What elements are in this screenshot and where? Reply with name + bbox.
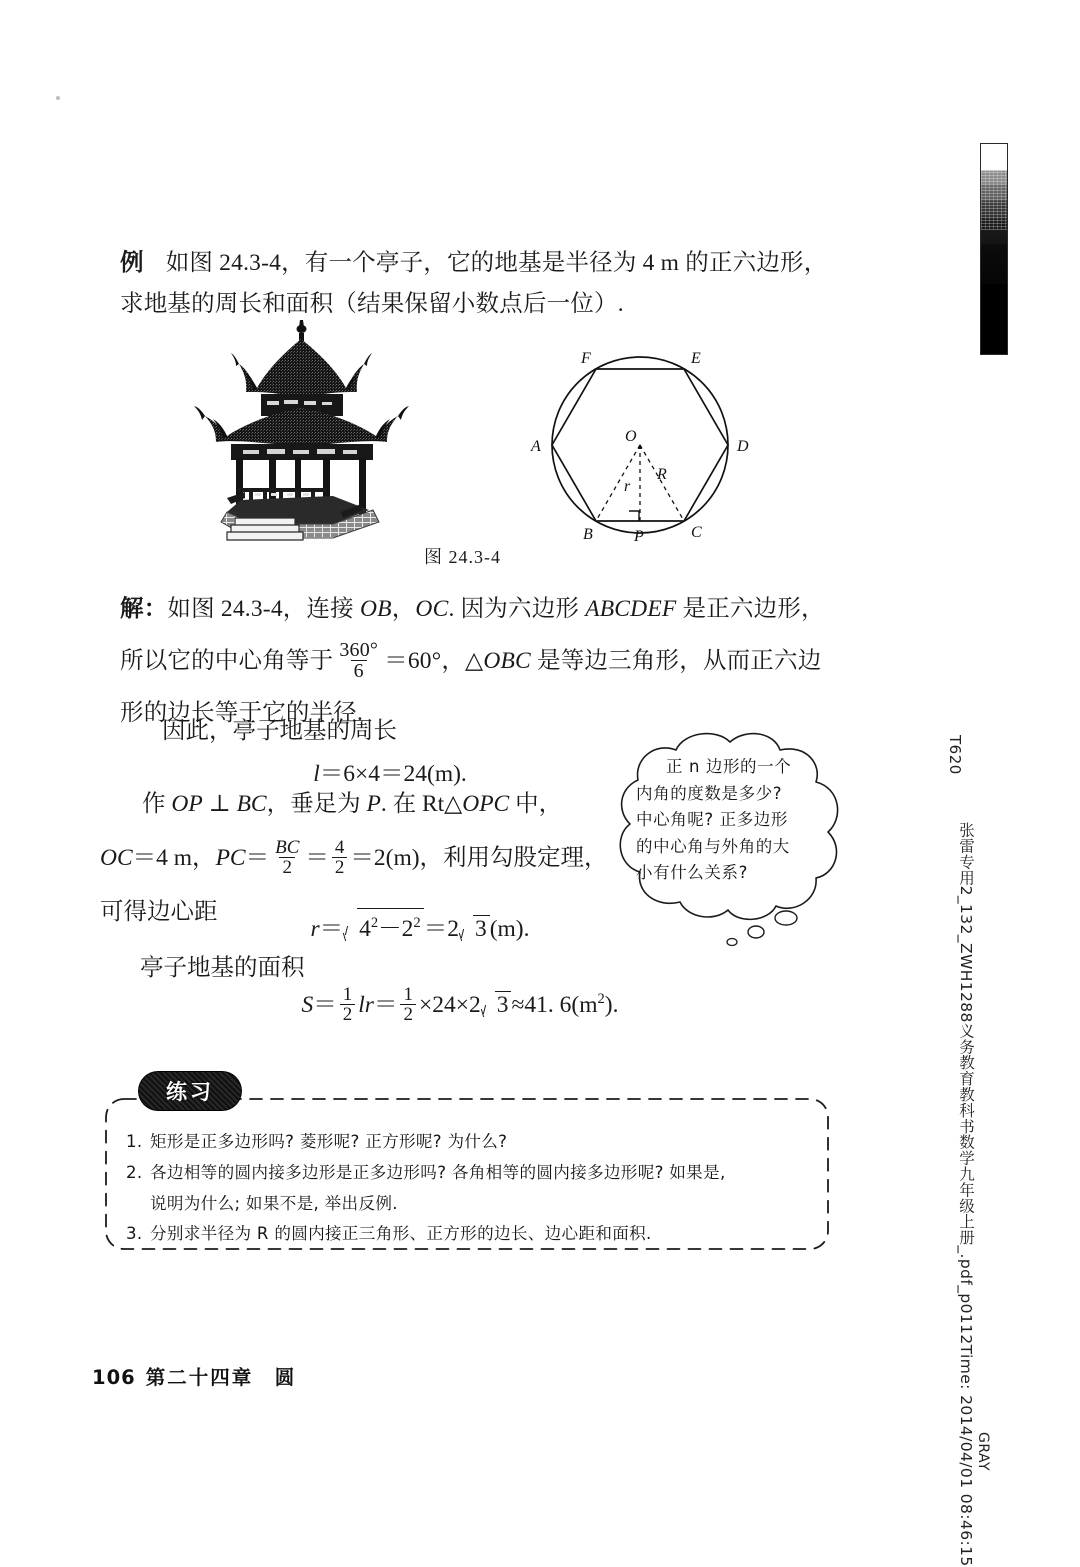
hex-label-R: R — [657, 466, 667, 483]
area-sqrt-three — [481, 991, 512, 1019]
area-result: ≈41. 6(m — [511, 992, 598, 1018]
area-half2-den: 2 — [400, 1004, 416, 1024]
hex-label-A: A — [531, 438, 541, 455]
thought-bubble-text — [636, 754, 826, 887]
op-line-1 — [100, 777, 610, 831]
page-number: 106 — [92, 1366, 136, 1389]
op-var-OPC: OPC — [462, 791, 510, 817]
pc-symbol: PC — [215, 845, 246, 871]
exercise-item — [126, 1219, 802, 1249]
perimeter-symbol: l — [313, 761, 320, 787]
oc-symbol: OC — [100, 845, 133, 871]
hexagon-in-circle-diagram — [505, 345, 775, 545]
r-result-b: (m). — [489, 916, 530, 942]
area-eq-1: ＝ — [313, 992, 337, 1018]
op-var-OP: OP — [171, 791, 203, 817]
pc-frac-den: 2 — [279, 857, 295, 877]
solution-text-a: 如图 24.3-4，连接 — [167, 596, 360, 622]
oc-value: ＝4 m， — [132, 845, 216, 871]
solution-eq-60: ＝60° — [384, 648, 442, 674]
plate-code-label: T620 — [946, 735, 964, 775]
radicand-sup-2: 2 — [413, 915, 421, 932]
op-perp-symbol: ⊥ — [202, 791, 237, 817]
sqrt-three-radicand: 3 — [473, 915, 490, 943]
area-unit-exponent: 2 — [597, 991, 605, 1008]
page-footer — [92, 1362, 296, 1390]
pc-result: ＝2(m)，利用勾股定理，可得边心距 — [100, 845, 608, 925]
solution-var-OC: OC — [415, 596, 449, 622]
bubble-line-2: 内角的度数是多少? — [636, 783, 783, 803]
chapter-title: 第二十四章 圆 — [145, 1366, 297, 1389]
thought-bubble — [604, 722, 856, 954]
area-equation — [200, 985, 720, 1026]
radicand-b: －2 — [378, 916, 414, 942]
pavilion-photo — [183, 312, 419, 544]
area-half-fraction-2 — [400, 985, 416, 1025]
perimeter-value: ＝6×4＝24(m). — [319, 761, 467, 787]
pc-frac2-den: 2 — [332, 857, 348, 877]
pc-eq-1: ＝ — [245, 845, 270, 871]
solution-text-e: ，△ — [441, 648, 484, 674]
exercise-number: 3. — [126, 1224, 143, 1243]
area-half-fraction-1 — [340, 985, 356, 1025]
exercise-item — [126, 1158, 802, 1188]
exercise-text: 各边相等的圆内接多边形是正多边形吗? 各角相等的圆内接多边形呢? 如果是, — [150, 1163, 726, 1182]
area-half-num: 1 — [342, 983, 353, 1005]
sqrt-radicand — [357, 908, 424, 943]
color-mode-label: GRAY — [975, 1432, 991, 1472]
area-lr-term: lr — [358, 992, 374, 1018]
area-eq-2: ＝ — [373, 992, 398, 1018]
hex-label-r: r — [624, 478, 631, 495]
r-result-a: ＝2 — [423, 916, 459, 942]
exercise-text: 分别求半径为 R 的圆内接正三角形、正方形的边长、边心距和面积. — [150, 1224, 652, 1243]
figure-caption: 图 24.3-4 — [424, 547, 501, 567]
pc-eq-2: ＝ — [305, 845, 329, 871]
r-symbol: r — [310, 916, 320, 942]
op-text-d: 中， — [509, 791, 563, 817]
apothem-equation — [200, 908, 640, 943]
bubble-line-1: 正 n 边形的一个 — [666, 757, 792, 776]
op-text-c: . 在 Rt△ — [380, 791, 463, 817]
pc-frac-num: BC — [275, 836, 300, 858]
hex-label-P: P — [634, 528, 644, 545]
hex-label-C: C — [691, 524, 702, 541]
example-text: 如图 24.3-4，有一个亭子，它的地基是半径为 4 m 的正六边形，求地基的周长和面积（结果保留小数点后一位）. — [120, 250, 828, 317]
fraction-denominator: 6 — [351, 660, 367, 681]
bubble-line-4: 的中心角与外角的大 — [636, 836, 790, 856]
scan-speck — [56, 96, 60, 100]
pc-fraction-bc-over-2 — [272, 838, 302, 878]
op-text-b: ，垂足为 — [266, 791, 367, 817]
hex-label-B: B — [583, 526, 593, 543]
sqrt-expression — [343, 908, 424, 943]
radicand-sup-1: 2 — [370, 915, 379, 932]
exercise-number: 1. — [126, 1132, 143, 1151]
solution-var-OBC: OBC — [483, 648, 531, 674]
area-symbol: S — [301, 992, 314, 1018]
calibration-speckle-band — [981, 170, 1007, 230]
solution-label: 解： — [120, 596, 168, 622]
area-half2-num: 1 — [403, 983, 413, 1005]
print-job-info: 张雷专用2_132_ZWH1288义务教育教科书数学九年级上册_.pdf_p0112Time: 2014/04/01 08:46:15 — [957, 822, 975, 1567]
solution-text-d: 是正六边形，所以它的中心角等于 — [120, 596, 825, 674]
bubble-line-5: 小有什么关系? — [636, 863, 748, 882]
solution-text-b: ， — [391, 596, 416, 622]
sqrt-three — [459, 915, 490, 943]
central-angle-fraction — [336, 640, 381, 682]
area-sqrt-radicand: 3 — [495, 991, 512, 1019]
solution-var-OB: OB — [359, 596, 392, 622]
r-eq-sign: ＝ — [319, 916, 344, 942]
exercise-item — [126, 1127, 802, 1157]
exercise-section — [100, 1080, 834, 1257]
exercise-text: 矩形是正多边形吗? 菱形呢? 正方形呢? 为什么? — [150, 1132, 508, 1151]
bubble-line-3: 中心角呢? 正多边形 — [636, 810, 789, 829]
perimeter-intro-text: 因此，亭子地基的周长 — [162, 718, 397, 744]
area-intro-text: 亭子地基的面积 — [140, 955, 305, 981]
exercise-text-continued: 说明为什么; 如果不是, 举出反例. — [150, 1194, 398, 1213]
perimeter-intro — [120, 709, 600, 753]
op-var-P: P — [366, 791, 381, 817]
grayscale-calibration-strip — [980, 143, 1008, 355]
hex-label-F: F — [581, 350, 591, 367]
hex-label-E: E — [691, 350, 701, 367]
op-text-a: 作 — [142, 791, 172, 817]
radicand-a: 4 — [359, 916, 371, 942]
solution-var-ABCDEF: ABCDEF — [585, 596, 677, 622]
exercise-number: 2. — [126, 1163, 143, 1182]
area-half-den: 2 — [340, 1004, 356, 1024]
area-mid-term: ×24×2 — [418, 992, 481, 1018]
op-var-BC: BC — [236, 791, 267, 817]
exercise-badge — [138, 1071, 242, 1111]
solution-text-f: 是等边三角形，从而正六边形的边长等于它的半径. — [120, 648, 822, 726]
exercise-list — [126, 1127, 802, 1250]
fraction-numerator: 360° — [339, 638, 379, 661]
solution-text-c: . 因为六边形 — [448, 596, 586, 622]
pc-fraction-4-over-2 — [332, 838, 348, 878]
pc-frac2-num: 4 — [334, 836, 345, 858]
hex-label-D: D — [737, 438, 749, 455]
example-label: 例 — [120, 250, 144, 276]
exercise-badge-label: 练习 — [166, 1080, 214, 1104]
area-tail: ). — [604, 992, 619, 1018]
hex-label-O: O — [625, 428, 637, 445]
